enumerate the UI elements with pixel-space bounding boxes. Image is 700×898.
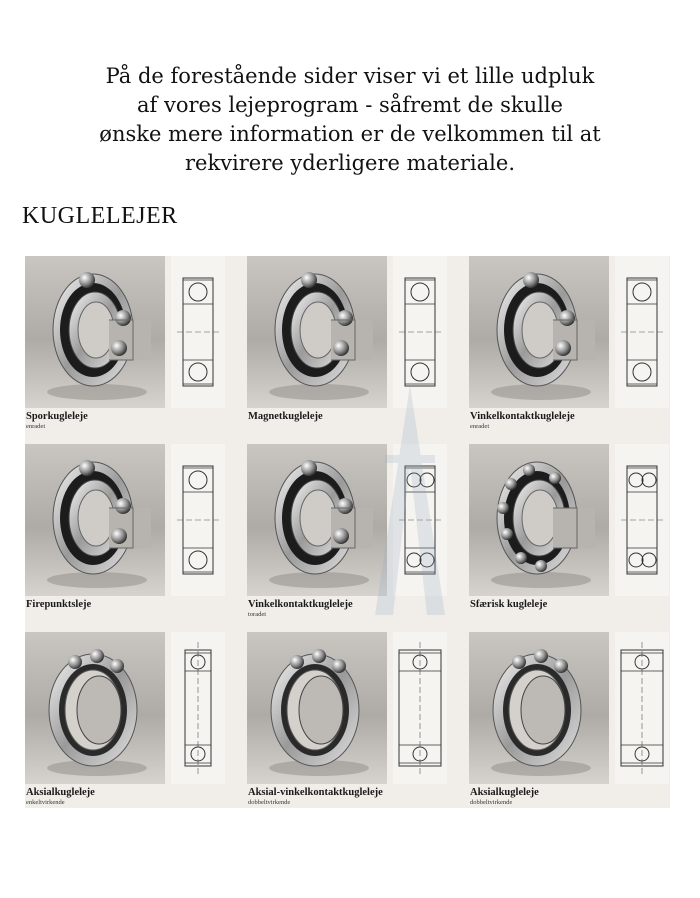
bearing-photo (25, 256, 165, 408)
bearing-icon (469, 632, 609, 784)
bearing-card (247, 444, 447, 622)
bearing-variant: enkeltvirkende (26, 799, 65, 806)
bearing-variant: enradet (26, 423, 46, 430)
intro-line: af vores lejeprogram - såfremt de skulle (137, 93, 563, 117)
bearing-photo (469, 256, 609, 408)
bearing-card (25, 256, 225, 434)
bearing-name: Magnetkugleleje (248, 411, 323, 422)
bearing-photo (247, 632, 387, 784)
cross-section-icon (615, 444, 669, 596)
cross-section-icon (393, 632, 447, 784)
cross-section-icon (615, 632, 669, 784)
cross-section-drawing (393, 444, 447, 596)
cross-section-drawing (615, 632, 669, 784)
bearing-name: Sporkugleleje (26, 411, 88, 422)
bearing-icon (25, 632, 165, 784)
cross-section-drawing (171, 444, 225, 596)
cross-section-icon (171, 444, 225, 596)
cross-section-drawing (615, 256, 669, 408)
cross-section-drawing (393, 632, 447, 784)
bearing-card (247, 256, 447, 434)
cross-section-icon (171, 256, 225, 408)
bearing-photo (469, 632, 609, 784)
intro-text (70, 62, 630, 178)
bearing-photo (247, 444, 387, 596)
bearing-icon (247, 256, 387, 408)
bearing-name: Aksialkugleleje (470, 787, 539, 798)
bearing-card (247, 632, 447, 810)
bearing-card (469, 632, 669, 810)
cross-section-icon (171, 632, 225, 784)
bearing-variant: dobbeltvirkende (248, 799, 291, 806)
bearing-name: Aksialkugleleje (26, 787, 95, 798)
bearing-icon (469, 444, 609, 596)
bearing-name: Firepunktsleje (26, 599, 92, 610)
bearing-card (25, 444, 225, 622)
bearing-photo (25, 444, 165, 596)
bearing-name: Vinkelkontaktkugleleje (248, 599, 353, 610)
cross-section-icon (393, 444, 447, 596)
bearing-card (469, 256, 669, 434)
bearing-icon (469, 256, 609, 408)
bearing-card (469, 444, 669, 622)
cross-section-icon (615, 256, 669, 408)
cross-section-drawing (171, 256, 225, 408)
bearing-icon (25, 256, 165, 408)
bearing-variant: dobbeltvirkende (470, 799, 513, 806)
intro-line: rekvirere yderligere materiale. (185, 151, 515, 175)
bearing-name: Aksial-vinkelkontaktkugleleje (248, 787, 383, 798)
intro-line: ønske mere information er de velkommen til at (99, 122, 601, 146)
bearing-name: Vinkelkontaktkugleleje (470, 411, 575, 422)
bearing-photo (25, 632, 165, 784)
intro-line: På de forestående sider viser vi et lille udpluk (105, 64, 595, 88)
bearing-icon (25, 444, 165, 596)
bearing-catalog (25, 256, 670, 808)
bearing-photo (247, 256, 387, 408)
cross-section-drawing (171, 632, 225, 784)
bearing-name: Sfærisk kugleleje (470, 599, 548, 610)
cross-section-drawing (393, 256, 447, 408)
bearing-variant: toradet (248, 611, 267, 618)
bearing-card (25, 632, 225, 810)
bearing-variant: enradet (470, 423, 490, 430)
cross-section-drawing (615, 444, 669, 596)
bearing-photo (469, 444, 609, 596)
section-title: KUGLELEJER (22, 203, 178, 229)
cross-section-icon (393, 256, 447, 408)
bearing-icon (247, 632, 387, 784)
bearing-icon (247, 444, 387, 596)
